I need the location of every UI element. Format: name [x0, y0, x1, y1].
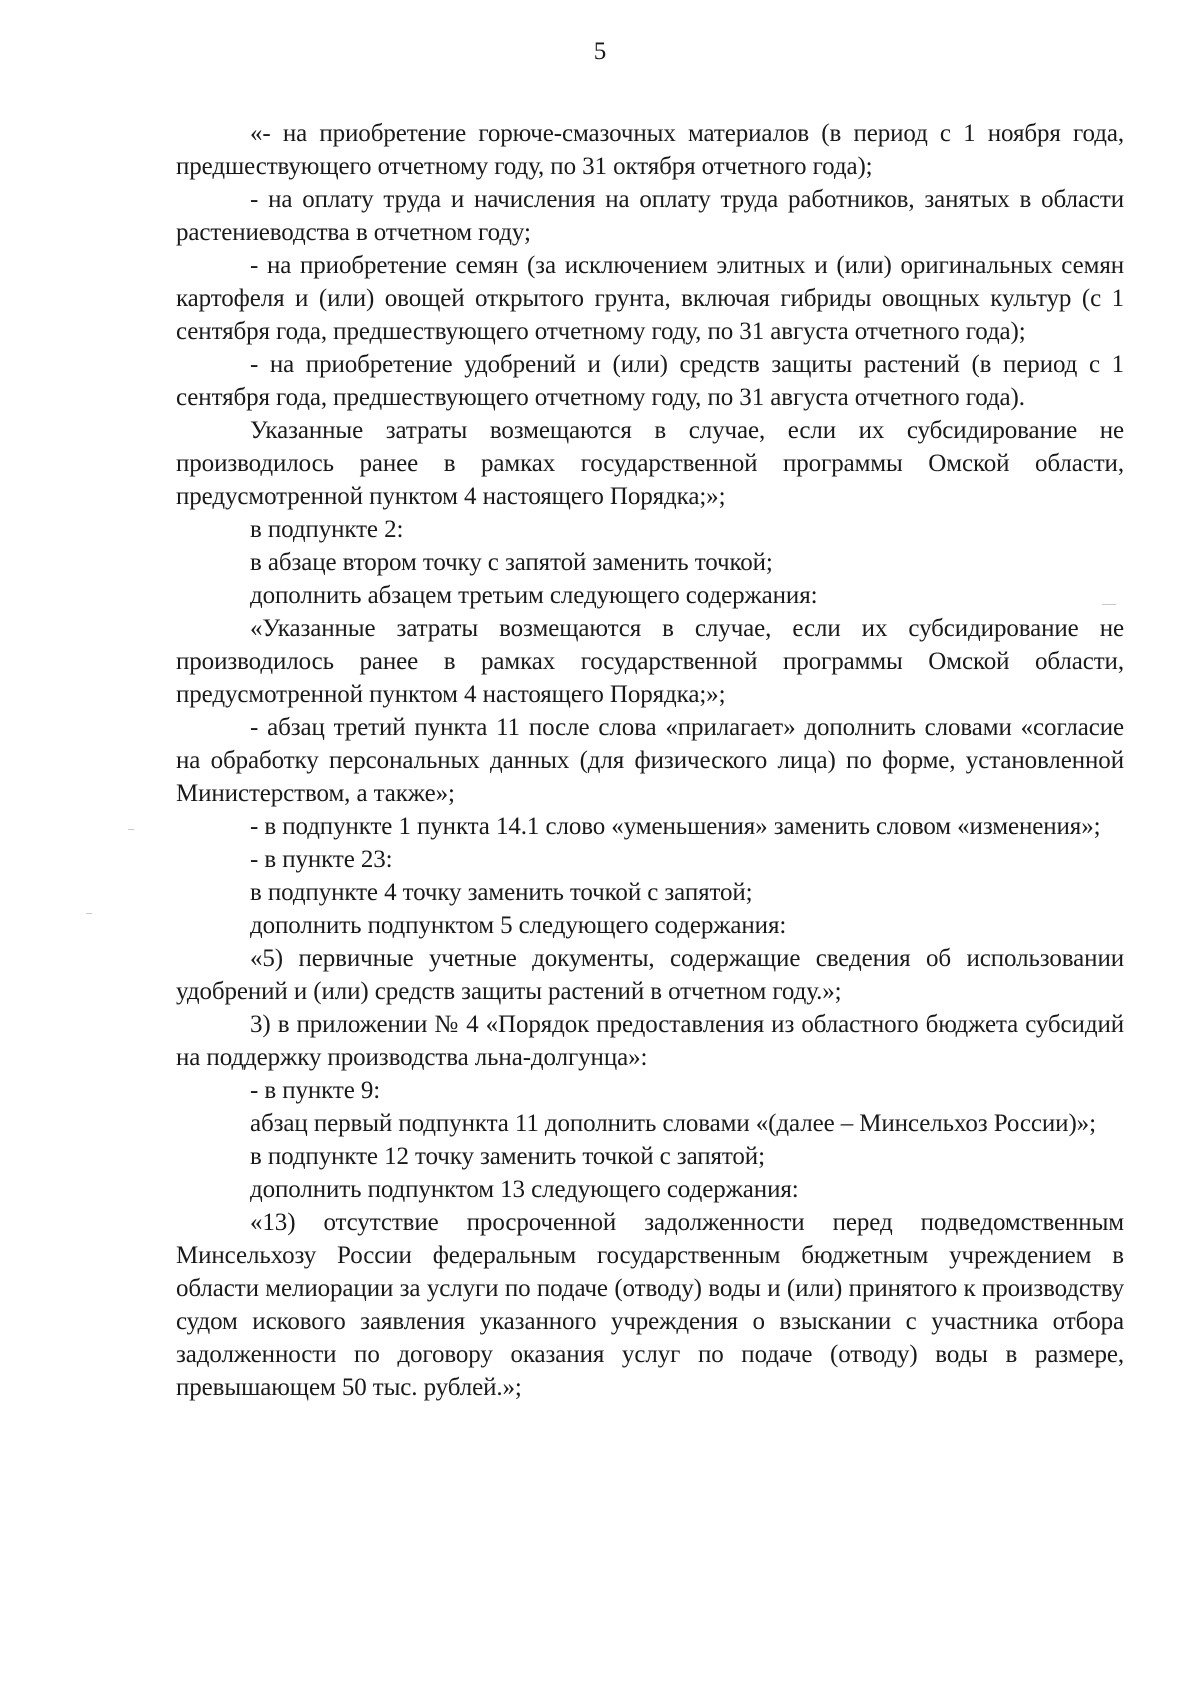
paragraph: дополнить подпунктом 13 следующего содержания: [250, 1176, 799, 1203]
document-body [176, 117, 1124, 1404]
scan-artifact [86, 913, 92, 914]
paragraph: «13) отсутствие просроченной задолженности перед подведомственным Минсельхозу России федеральным государственным бюджетным учреждением в области мелиорации за услуги по подаче (отводу) воды и (или) принятого к производству судом искового заявления указанного учреждения о взыскании с участника отбора задолженности по договору оказания услуг по подаче (отводу) воды в размере, превышающем 50 тыс. рублей.»; [176, 1209, 1124, 1401]
scan-artifact [128, 829, 134, 830]
paragraph: «5) первичные учетные документы, содержащие сведения об использовании удобрений и (или) средств защиты растений в отчетном году.»; [176, 945, 1124, 1005]
paragraph: дополнить подпунктом 5 следующего содержания: [250, 912, 787, 939]
paragraph: - в пункте 9: [250, 1077, 381, 1104]
paragraph: в подпункте 2: [250, 516, 404, 543]
paragraph: в абзаце втором точку с запятой заменить точкой; [250, 549, 773, 576]
paragraph: в подпункте 4 точку заменить точкой с запятой; [250, 879, 753, 906]
paragraph: - на приобретение удобрений и (или) средств защиты растений (в период с 1 сентября года, предшествующего отчетному году, по 31 августа отчетного года). [176, 351, 1124, 411]
paragraph: «Указанные затраты возмещаются в случае, если их субсидирование не производилось ранее в рамках государственной программы Омской области, предусмотренной пунктом 4 настоящего Порядка;»; [176, 615, 1124, 708]
paragraph: - абзац третий пункта 11 после слова «прилагает» дополнить словами «согласие на обработку персональных данных (для физического лица) по форме, установленной Министерством, а также»; [176, 714, 1124, 807]
page-number: 5 [593, 38, 607, 65]
paragraph: в подпункте 12 точку заменить точкой с запятой; [250, 1143, 765, 1170]
paragraph: «- на приобретение горюче-смазочных материалов (в период с 1 ноября года, предшествующего отчетному году, по 31 октября отчетного года); [176, 120, 1124, 180]
paragraph: - на приобретение семян (за исключением элитных и (или) оригинальных семян картофеля и (или) овощей открытого грунта, включая гибриды овощных культур (с 1 сентября года, предшествующего отчетному году, по 31 августа отчетного года); [176, 252, 1124, 345]
paragraph: 3) в приложении № 4 «Порядок предоставления из областного бюджета субсидий на поддержку производства льна-долгунца»: [176, 1011, 1124, 1071]
paragraph: дополнить абзацем третьим следующего содержания: [250, 582, 818, 609]
paragraph: - в подпункте 1 пункта 14.1 слово «уменьшения» заменить словом «изменения»; [250, 813, 1101, 840]
paragraph: - в пункте 23: [250, 846, 393, 873]
paragraph: - на оплату труда и начисления на оплату труда работников, занятых в области растениеводства в отчетном году; [176, 186, 1124, 246]
paragraph: абзац первый подпункта 11 дополнить словами «(далее – Минсельхоз России)»; [250, 1110, 1096, 1137]
paragraph: Указанные затраты возмещаются в случае, если их субсидирование не производилось ранее в рамках государственной программы Омской области, предусмотренной пунктом 4 настоящего Порядка;»; [176, 417, 1124, 510]
